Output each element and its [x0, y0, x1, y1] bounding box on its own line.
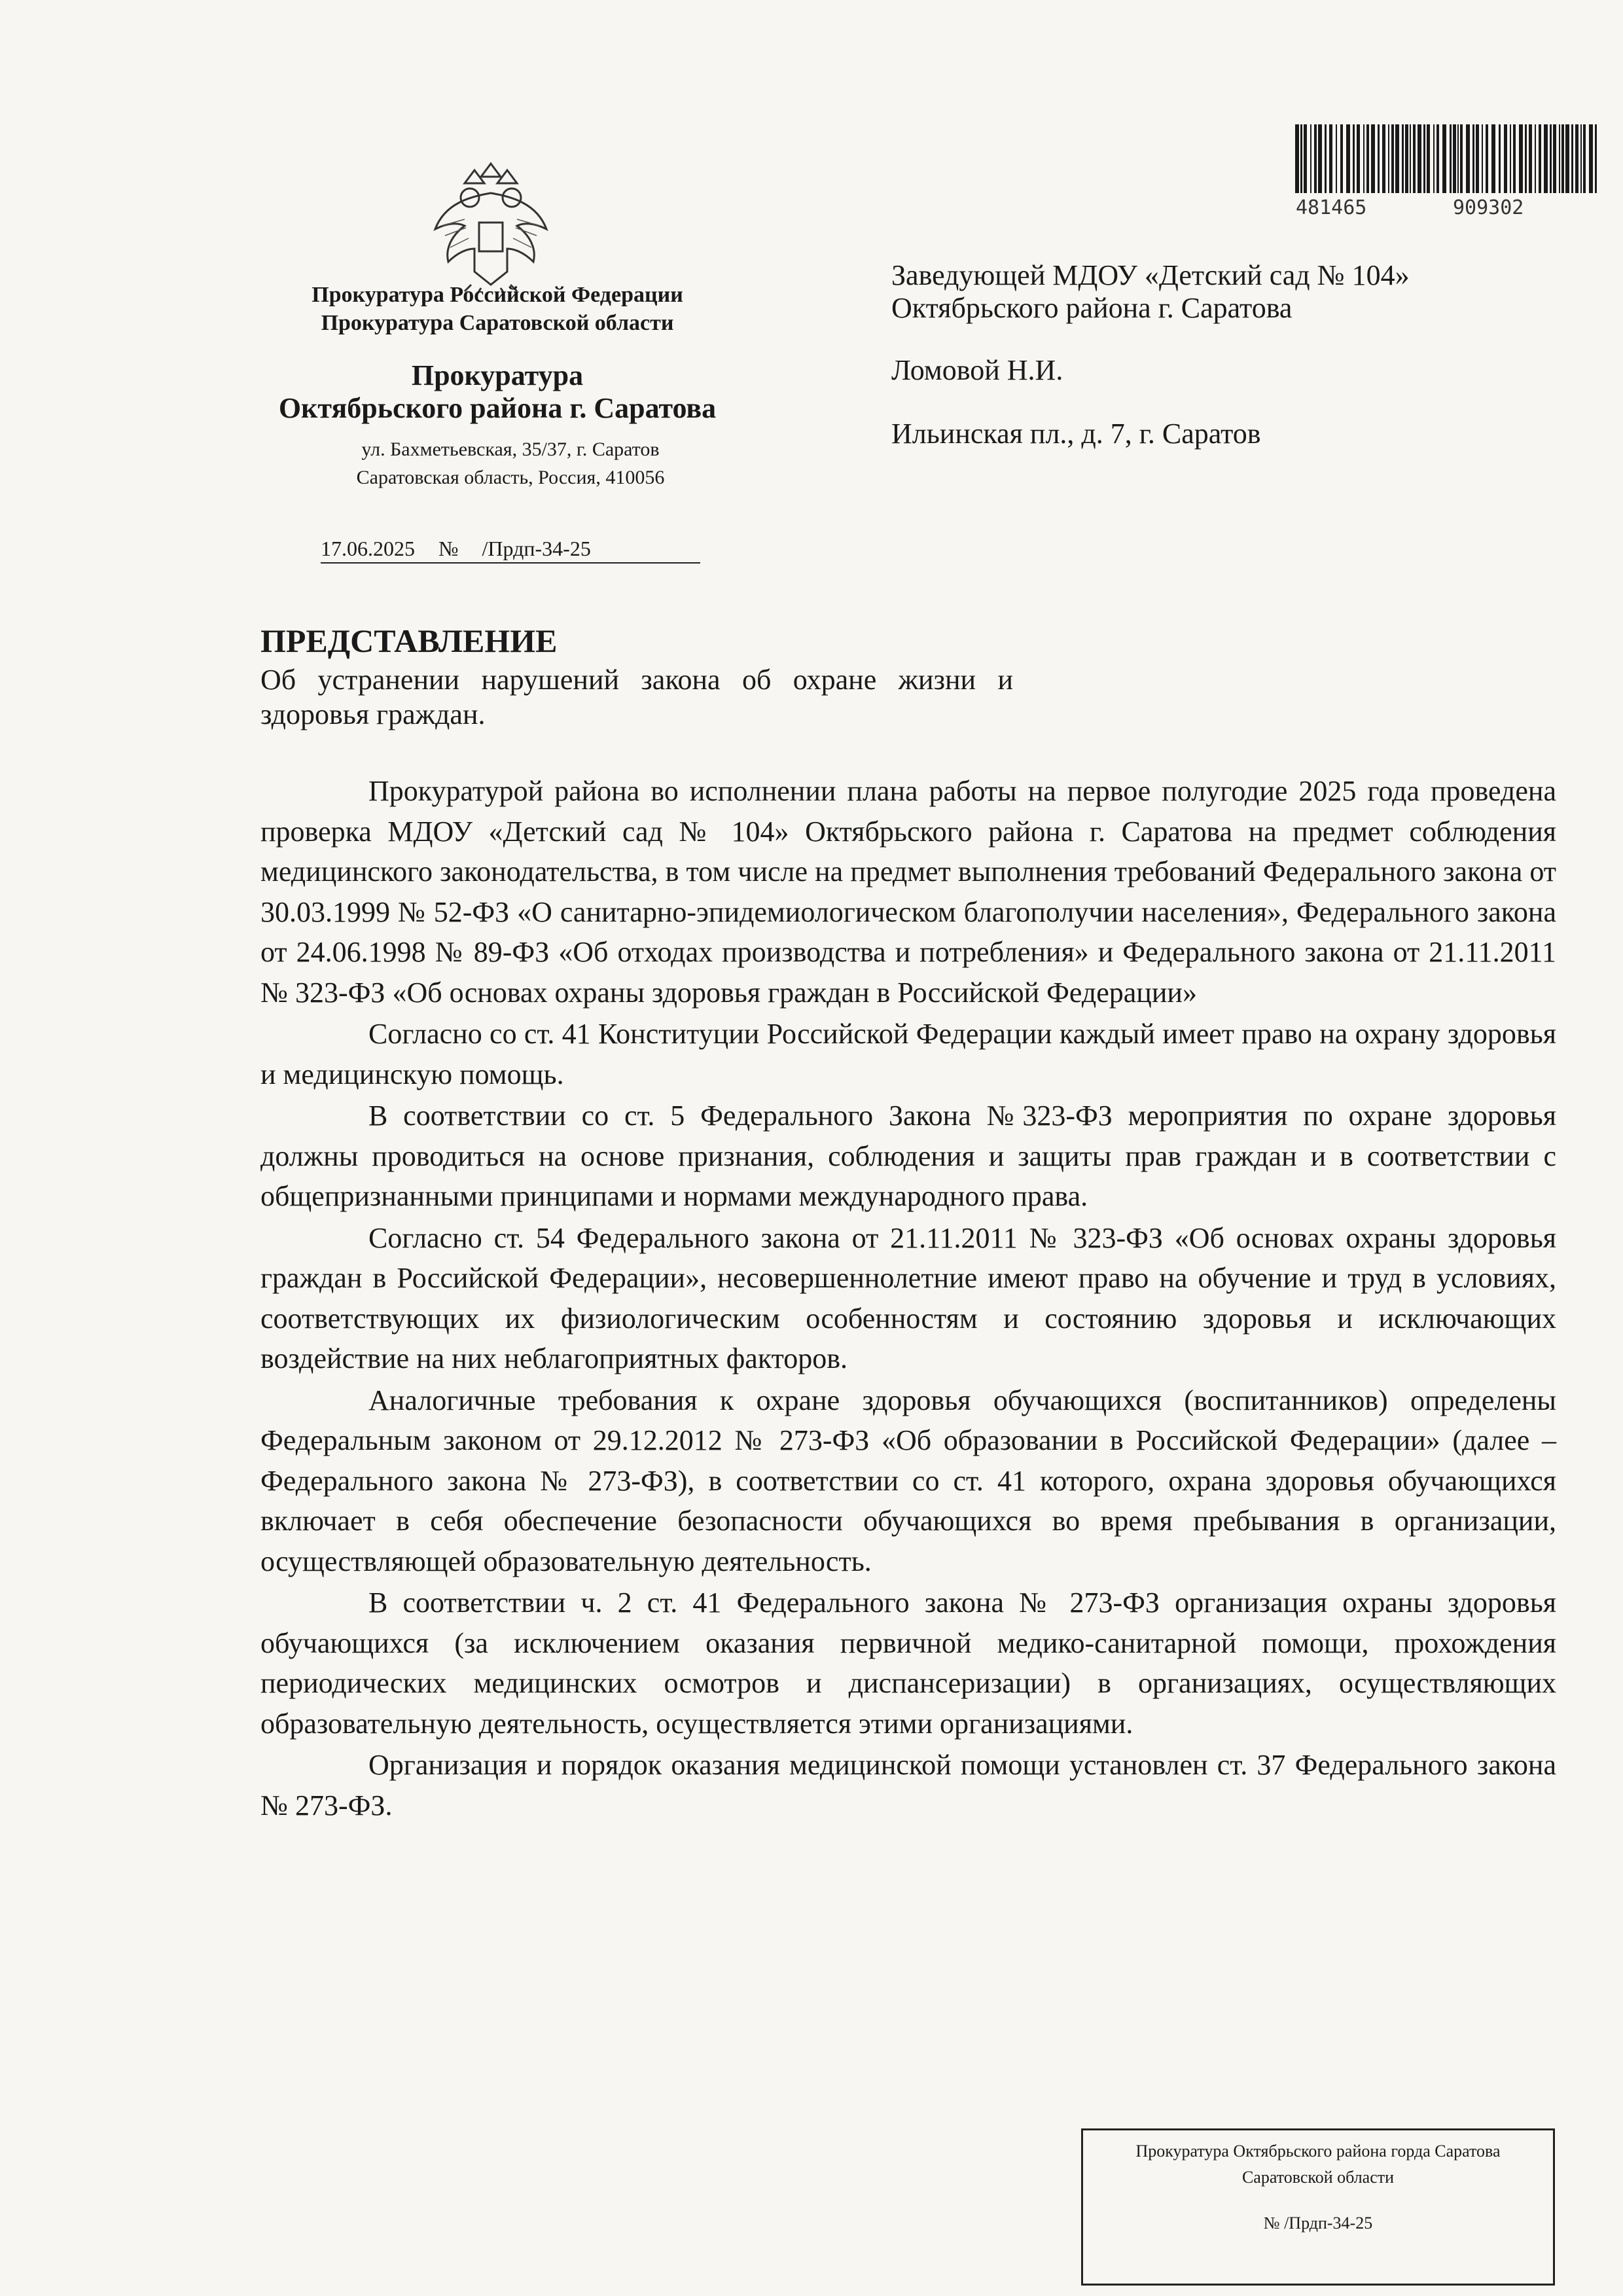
- body-paragraph: В соответствии со ст. 5 Федерального Закона №323-ФЗ мероприятия по охране здоровья должны проводиться на основе признания, соблюдения и защиты прав граждан и в соответствии с общепризнанными принципами и нормами международного права.: [260, 1100, 1556, 1212]
- stamp-line-office: Прокуратура Октябрьского района горда Саратова: [1135, 2142, 1501, 2161]
- recipient-address: Ильинская пл., д. 7, г. Саратов: [891, 418, 1261, 450]
- body-paragraph: Согласно ст. 54 Федерального закона от 21.11.2011 № 323-ФЗ «Об основах охраны здоровья граждан в Российской Федерации», несовершеннолетние имеют право на обучение и труд в условиях, соответствующих их физиологическим особенностям и состоянию здоровья и исключающих воздействие на них неблагоприятных факторов.: [260, 1221, 1556, 1374]
- recipient-line-organization: Заведующей МДОУ «Детский сад № 104»: [891, 259, 1410, 291]
- document-title: ПРЕДСТАВЛЕНИЕ: [260, 622, 558, 659]
- recipient-name: Ломовой Н.И.: [891, 354, 1063, 386]
- number-label: №: [438, 537, 459, 560]
- body-paragraph: Согласно со ст. 41 Конституции Российской Федерации каждый имеет право на охрану здоровья и медицинскую помощь.: [260, 1018, 1556, 1090]
- stamp-line-region: Саратовской области: [1241, 2168, 1395, 2187]
- body-paragraph: В соответствии ч. 2 ст. 41 Федерального закона № 273-ФЗ организация охраны здоровья обучающихся (за исключением оказания первичной медико-санитарной помощи, прохождения периодических медицинских осмотров и диспансеризации) в организациях, осуществляющих образовательную деятельность, осуществляется этими организациями.: [260, 1587, 1556, 1740]
- barcode-icon: [1293, 124, 1607, 193]
- barcode-number-right: 909302: [1453, 196, 1524, 219]
- double-headed-eagle-emblem-icon: [425, 157, 556, 295]
- letterhead-line-region: Прокуратура Саратовской области: [321, 311, 674, 335]
- letterhead-address-street: ул. Бахметьевская, 35/37, г. Саратов: [361, 439, 660, 460]
- recipient-line-district: Октябрьского района г. Саратова: [891, 292, 1293, 324]
- letterhead-line-prosecutor: Прокуратура: [411, 359, 584, 391]
- document-date: 17.06.2025: [321, 537, 415, 560]
- body-paragraph: Аналогичные требования к охране здоровья обучающихся (воспитанников) определены Федеральным законом от 29.12.2012 № 273-ФЗ «Об образовании в Российской Федерации» (далее – Федерального закона № 273-ФЗ), в соответствии со ст. 41 которого, охрана здоровья обучающихся включает в себя обеспечение безопасности обучающихся во время пребывания в организации, осуществляющей образовательную деятельность.: [260, 1384, 1556, 1577]
- letterhead-address-city: Саратовская область, Россия, 410056: [356, 467, 665, 488]
- document-date-number: [321, 537, 700, 564]
- document-number: /Прдп-34-25: [482, 537, 591, 560]
- letterhead-line-district: Октябрьского района г. Саратова: [278, 392, 717, 424]
- registration-stamp: [1081, 2128, 1555, 2286]
- document-subject: Об устранении нарушений закона об охране жизни и здоровья граждан.: [260, 664, 1013, 730]
- document-body: [260, 771, 1556, 1827]
- barcode-number-left: 481465: [1296, 196, 1367, 219]
- letterhead-line-federation: Прокуратура Российской Федерации: [312, 283, 683, 307]
- stamp-number: № /Прдп-34-25: [1263, 2214, 1373, 2233]
- body-paragraph: Прокуратурой района во исполнении плана работы на первое полугодие 2025 года проведена проверка МДОУ «Детский сад № 104» Октябрьского района г. Саратова на предмет соблюдения медицинского законодательства, в том числе на предмет выполнения требований Федерального закона от 30.03.1999 № 52-ФЗ «О санитарно-эпидемиологическом благополучии населения», Федерального закона от 24.06.1998 № 89-ФЗ «Об отходах производства и потребления» и Федерального закона от 21.11.2011 № 323-ФЗ «Об основах охраны здоровья граждан в Российской Федерации»: [260, 775, 1556, 1009]
- body-paragraph: Организация и порядок оказания медицинской помощи установлен ст. 37 Федерального закона № 273-ФЗ.: [260, 1749, 1556, 1821]
